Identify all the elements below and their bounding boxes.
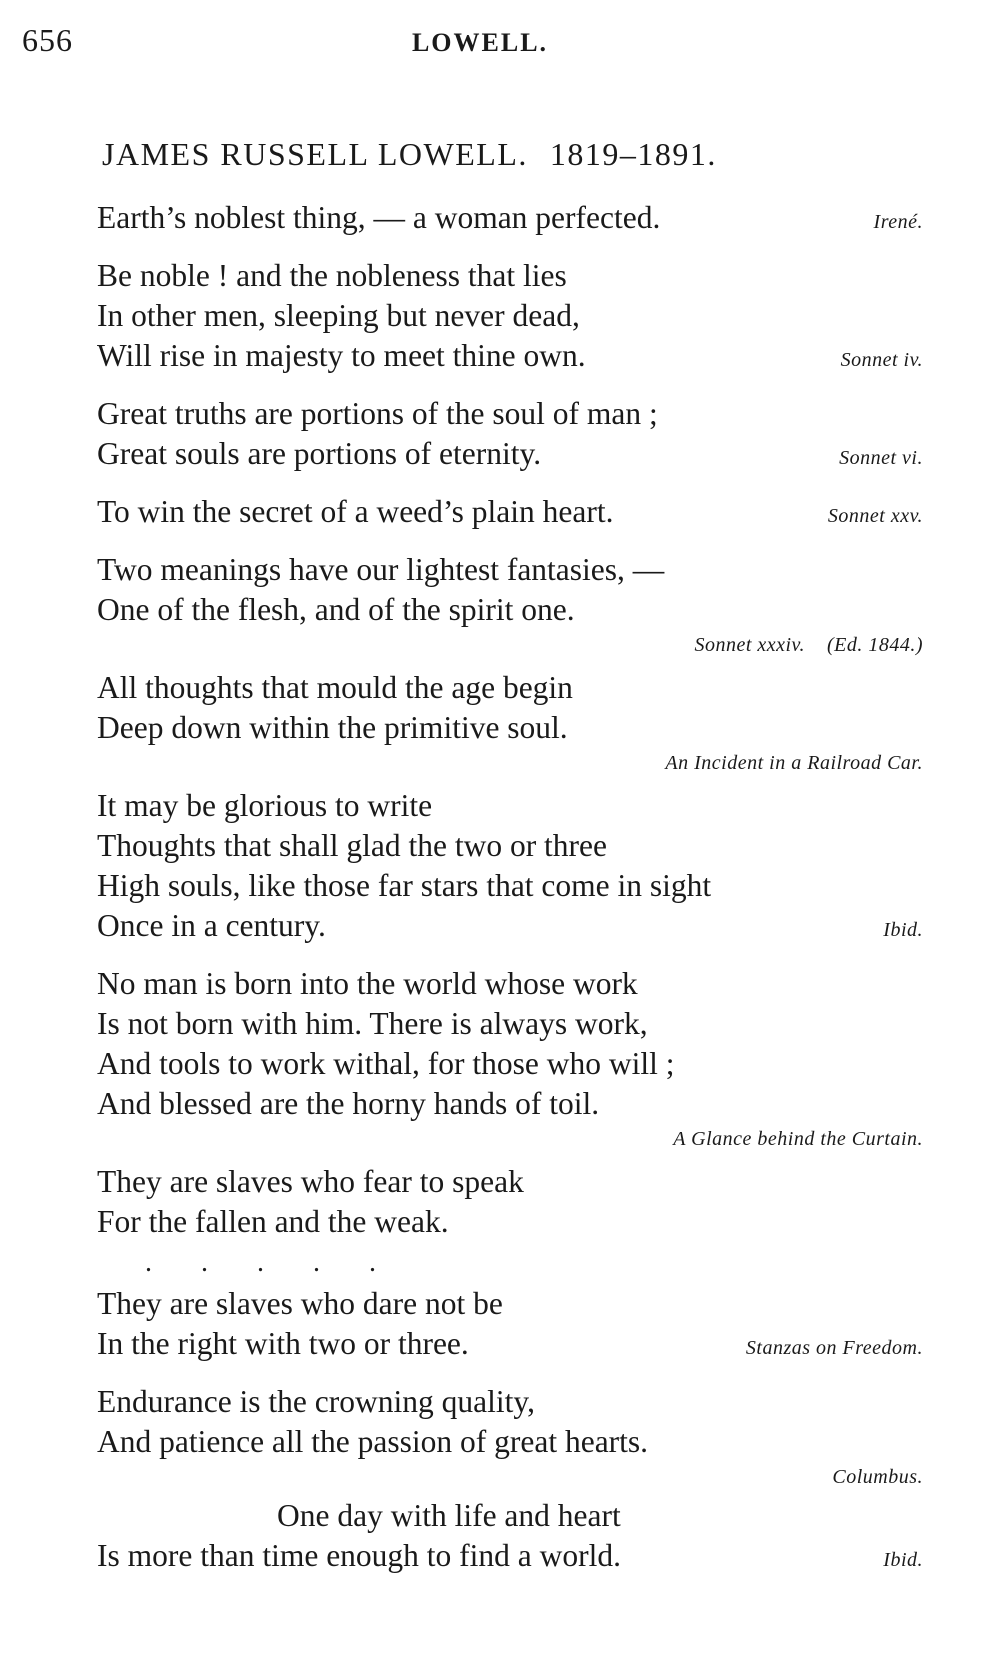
quote-line: Deep down within the primitive soul.	[97, 710, 568, 745]
quote-line: In the right with two or three.	[97, 1326, 469, 1361]
quotations	[97, 198, 923, 1594]
quote-railroad-car	[97, 668, 923, 776]
citation: Ibid.	[883, 919, 923, 941]
quote-line: And tools to work withal, for those who will ;	[97, 1046, 675, 1081]
quote-line: Be noble ! and the nobleness that lies	[97, 258, 567, 293]
quote-line: And patience all the passion of great hearts.	[97, 1424, 649, 1459]
quote-ibid-world	[97, 1496, 923, 1576]
quote-line: Once in a century.	[97, 908, 326, 943]
quote-line: To win the secret of a weed’s plain heart.	[97, 494, 614, 529]
citation: Columbus.	[832, 1466, 923, 1488]
quote-line: One day with life and heart	[277, 1498, 621, 1533]
citation-block	[97, 632, 923, 658]
quote-line: Will rise in majesty to meet thine own.	[97, 338, 586, 373]
ellipsis-dots: . . . . .	[145, 1247, 376, 1278]
citation-edition: (Ed. 1844.)	[826, 634, 923, 656]
quote-line: One of the flesh, and of the spirit one.	[97, 592, 575, 627]
citation: Sonnet iv.	[840, 349, 923, 371]
citation: Irené.	[873, 211, 923, 233]
quote-line: They are slaves who fear to speak	[97, 1164, 524, 1199]
citation: Ibid.	[883, 1549, 923, 1571]
author-heading	[102, 136, 717, 173]
page-number: 656	[22, 22, 73, 58]
citation: Sonnet vi.	[839, 447, 923, 469]
citation: Sonnet xxv.	[827, 505, 923, 527]
quote-line: For the fallen and the weak.	[97, 1204, 449, 1239]
quote-sonnet-vi	[97, 394, 923, 474]
quote-line: All thoughts that mould the age begin	[97, 670, 573, 705]
quote-line: And blessed are the horny hands of toil.	[97, 1086, 600, 1121]
quote-irene	[97, 198, 923, 238]
quote-line: Endurance is the crowning quality,	[97, 1384, 535, 1419]
citation: A Glance behind the Curtain.	[673, 1128, 923, 1150]
author-name: JAMES RUSSELL LOWELL.	[102, 136, 528, 172]
quote-line: High souls, like those far stars that come in sight	[97, 868, 712, 903]
quote-sonnet-xxxiv	[97, 550, 923, 658]
quote-line: Great truths are portions of the soul of man ;	[97, 396, 658, 431]
quote-columbus	[97, 1382, 923, 1490]
quote-line: It may be glorious to write	[97, 788, 433, 823]
quote-line: Earth’s noblest thing, — a woman perfected.	[97, 200, 661, 235]
quote-line: Is more than time enough to find a world.	[97, 1538, 622, 1573]
quote-line: Thoughts that shall glad the two or three	[97, 828, 608, 863]
citation: An Incident in a Railroad Car.	[665, 752, 923, 774]
quote-line: Two meanings have our lightest fantasies, —	[97, 552, 665, 587]
quote-line: Is not born with him. There is always work,	[97, 1006, 648, 1041]
running-title: LOWELL.	[411, 28, 549, 57]
quote-sonnet-iv	[97, 256, 923, 376]
quote-sonnet-xxv	[97, 492, 923, 532]
quote-line: They are slaves who dare not be	[97, 1286, 503, 1321]
quote-glance-curtain	[97, 964, 923, 1152]
quote-ibid-century	[97, 786, 923, 946]
quote-stanzas-freedom	[97, 1162, 923, 1364]
quote-line: In other men, sleeping but never dead,	[97, 298, 580, 333]
citation: Stanzas on Freedom.	[745, 1337, 923, 1359]
quote-line: Great souls are portions of eternity.	[97, 436, 542, 471]
author-years: 1819–1891.	[549, 136, 717, 172]
citation: Sonnet xxxiv.	[694, 634, 805, 656]
quote-line: No man is born into the world whose work	[97, 966, 638, 1001]
